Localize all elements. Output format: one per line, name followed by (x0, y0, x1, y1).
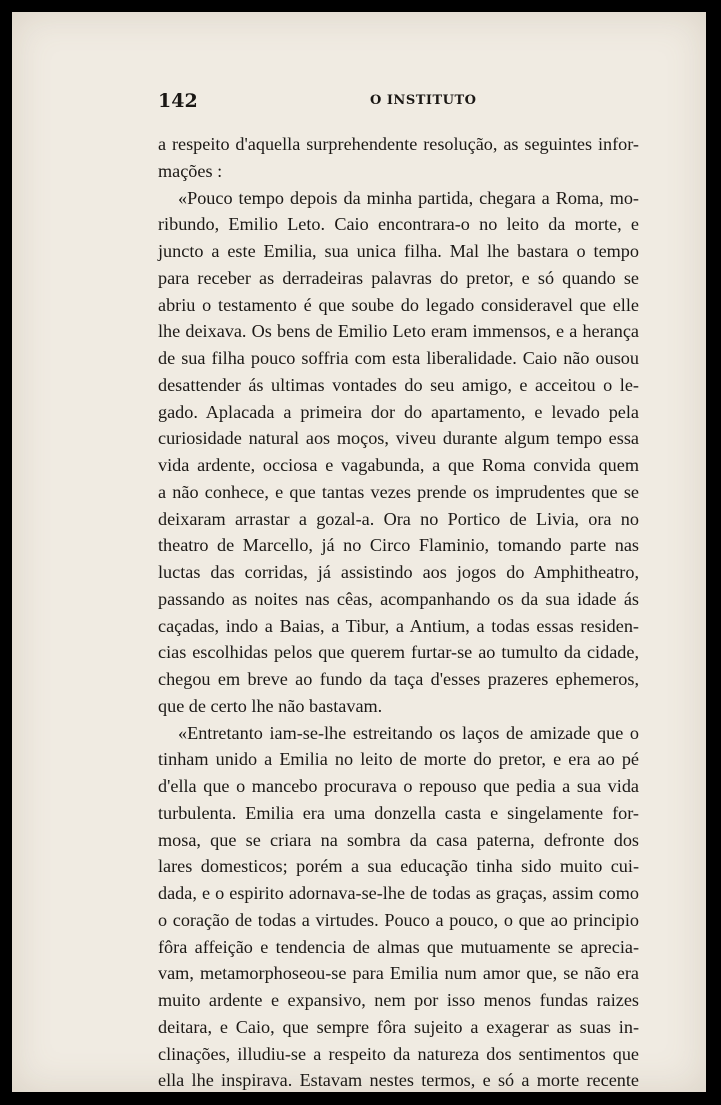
text-line: a respeito d'aquella surprehendente resolução, as seguintes infor- (158, 134, 639, 154)
text-line: ella lhe inspirava. Estavam nestes termos, e só a morte recente (158, 1070, 639, 1091)
text-line: o coração de todas a virtudes. Pouco a pouco, o que ao principio (158, 909, 639, 930)
text-line: luctas das corridas, já assistindo aos jogos do Amphitheatro, (158, 562, 639, 582)
text-line: lares domesticos; porém a sua educação tinha sido muito cui- (158, 856, 639, 877)
text-line: desattender ás ultimas vontades do seu amigo, e acceitou o le- (158, 374, 639, 395)
text-line: passando as noites nas cêas, acompanhando os da sua idade ás (158, 588, 639, 609)
text-line: a não conhece, e que tantas vezes prende os imprudentes que se (158, 481, 639, 502)
text-line: fôra affeição e tendencia de almas que mutuamente se apreciа- (158, 936, 639, 957)
text-line: mações : (158, 160, 223, 181)
text-line: deixaram arrastar a gozal-a. Ora no Portico de Livia, ora no (158, 508, 639, 529)
text-line: ribundo, Emilio Leto. Caio encontrara-o no leito da morte, e (158, 214, 639, 235)
text-line: chegou em breve ao fundo da taça d'esses prazeres ephemeros, (158, 669, 639, 689)
text-line: «Pouco tempo depois da minha partida, chegara a Roma, mo- (178, 187, 639, 208)
text-line: tinham unido a Emilia no leito de morte do pretor, e era ao pé (158, 749, 639, 770)
text-line: turbulenta. Emilia era uma donzella casta e singelamente for- (158, 802, 639, 823)
text-line: deitara, e Caio, que sempre fôra sujeito a exagerar as suas in- (158, 1016, 639, 1037)
text-line: abriu o testamento é que soube do legado consideravel que elle (158, 294, 639, 315)
body-text (158, 131, 639, 1094)
page-number: 142 (158, 90, 198, 112)
text-line: dada, e o espirito adornava-se-lhe de todas as graças, assim como (158, 883, 639, 903)
text-line: clinações, illudiu-se a respeito da natureza dos sentimentos que (158, 1043, 639, 1064)
text-line: muito ardente e expansivo, nem por isso menos fundas raizes (158, 990, 639, 1010)
text-line: mosa, que se criara na sombra da casa paterna, defronte dos (158, 829, 639, 850)
running-title: O INSTITUTO (370, 93, 477, 108)
text-line: de sua filha pouco soffria com esta liberalidade. Caio não ousou (158, 348, 639, 368)
text-line: caçadas, indo a Baias, a Tibur, a Antium, a todas essas residen- (158, 615, 639, 636)
text-line: gado. Aplacada a primeira dor do apartamento, e levado pela (158, 401, 639, 422)
text-line: lhe deixava. Os bens de Emilio Leto eram immensos, e a herança (158, 321, 639, 342)
text-line: vam, metamorphoseou-se para Emilia num amor que, se não era (158, 963, 639, 984)
book-page (12, 12, 706, 1092)
text-line: vida ardente, occiosa e vagabunda, a que Roma convida quem (158, 455, 639, 475)
text-line: d'ella que o mancebo procurava o repouso que pedia a sua vida (158, 776, 639, 796)
text-line: para receber as derradeiras palavras do pretor, e só quando se (158, 267, 639, 288)
page-header (158, 90, 638, 114)
text-line: cias escolhidas pelos que querem furtar-se ao tumulto da cidade, (158, 642, 639, 663)
text-line: curiosidade natural aos moços, viveu durante algum tempo essa (158, 428, 639, 449)
text-line: que de certo lhe não bastavam. (158, 695, 383, 716)
text-line: «Entretanto iam-se-lhe estreitando os laços de amizade que o (178, 722, 639, 743)
text-line: theatro de Marcello, já no Circo Flaminio, tomando parte nas (158, 535, 639, 556)
text-line: juncto a este Emilia, sua unica filha. Mal lhe bastara o tempo (158, 241, 639, 261)
